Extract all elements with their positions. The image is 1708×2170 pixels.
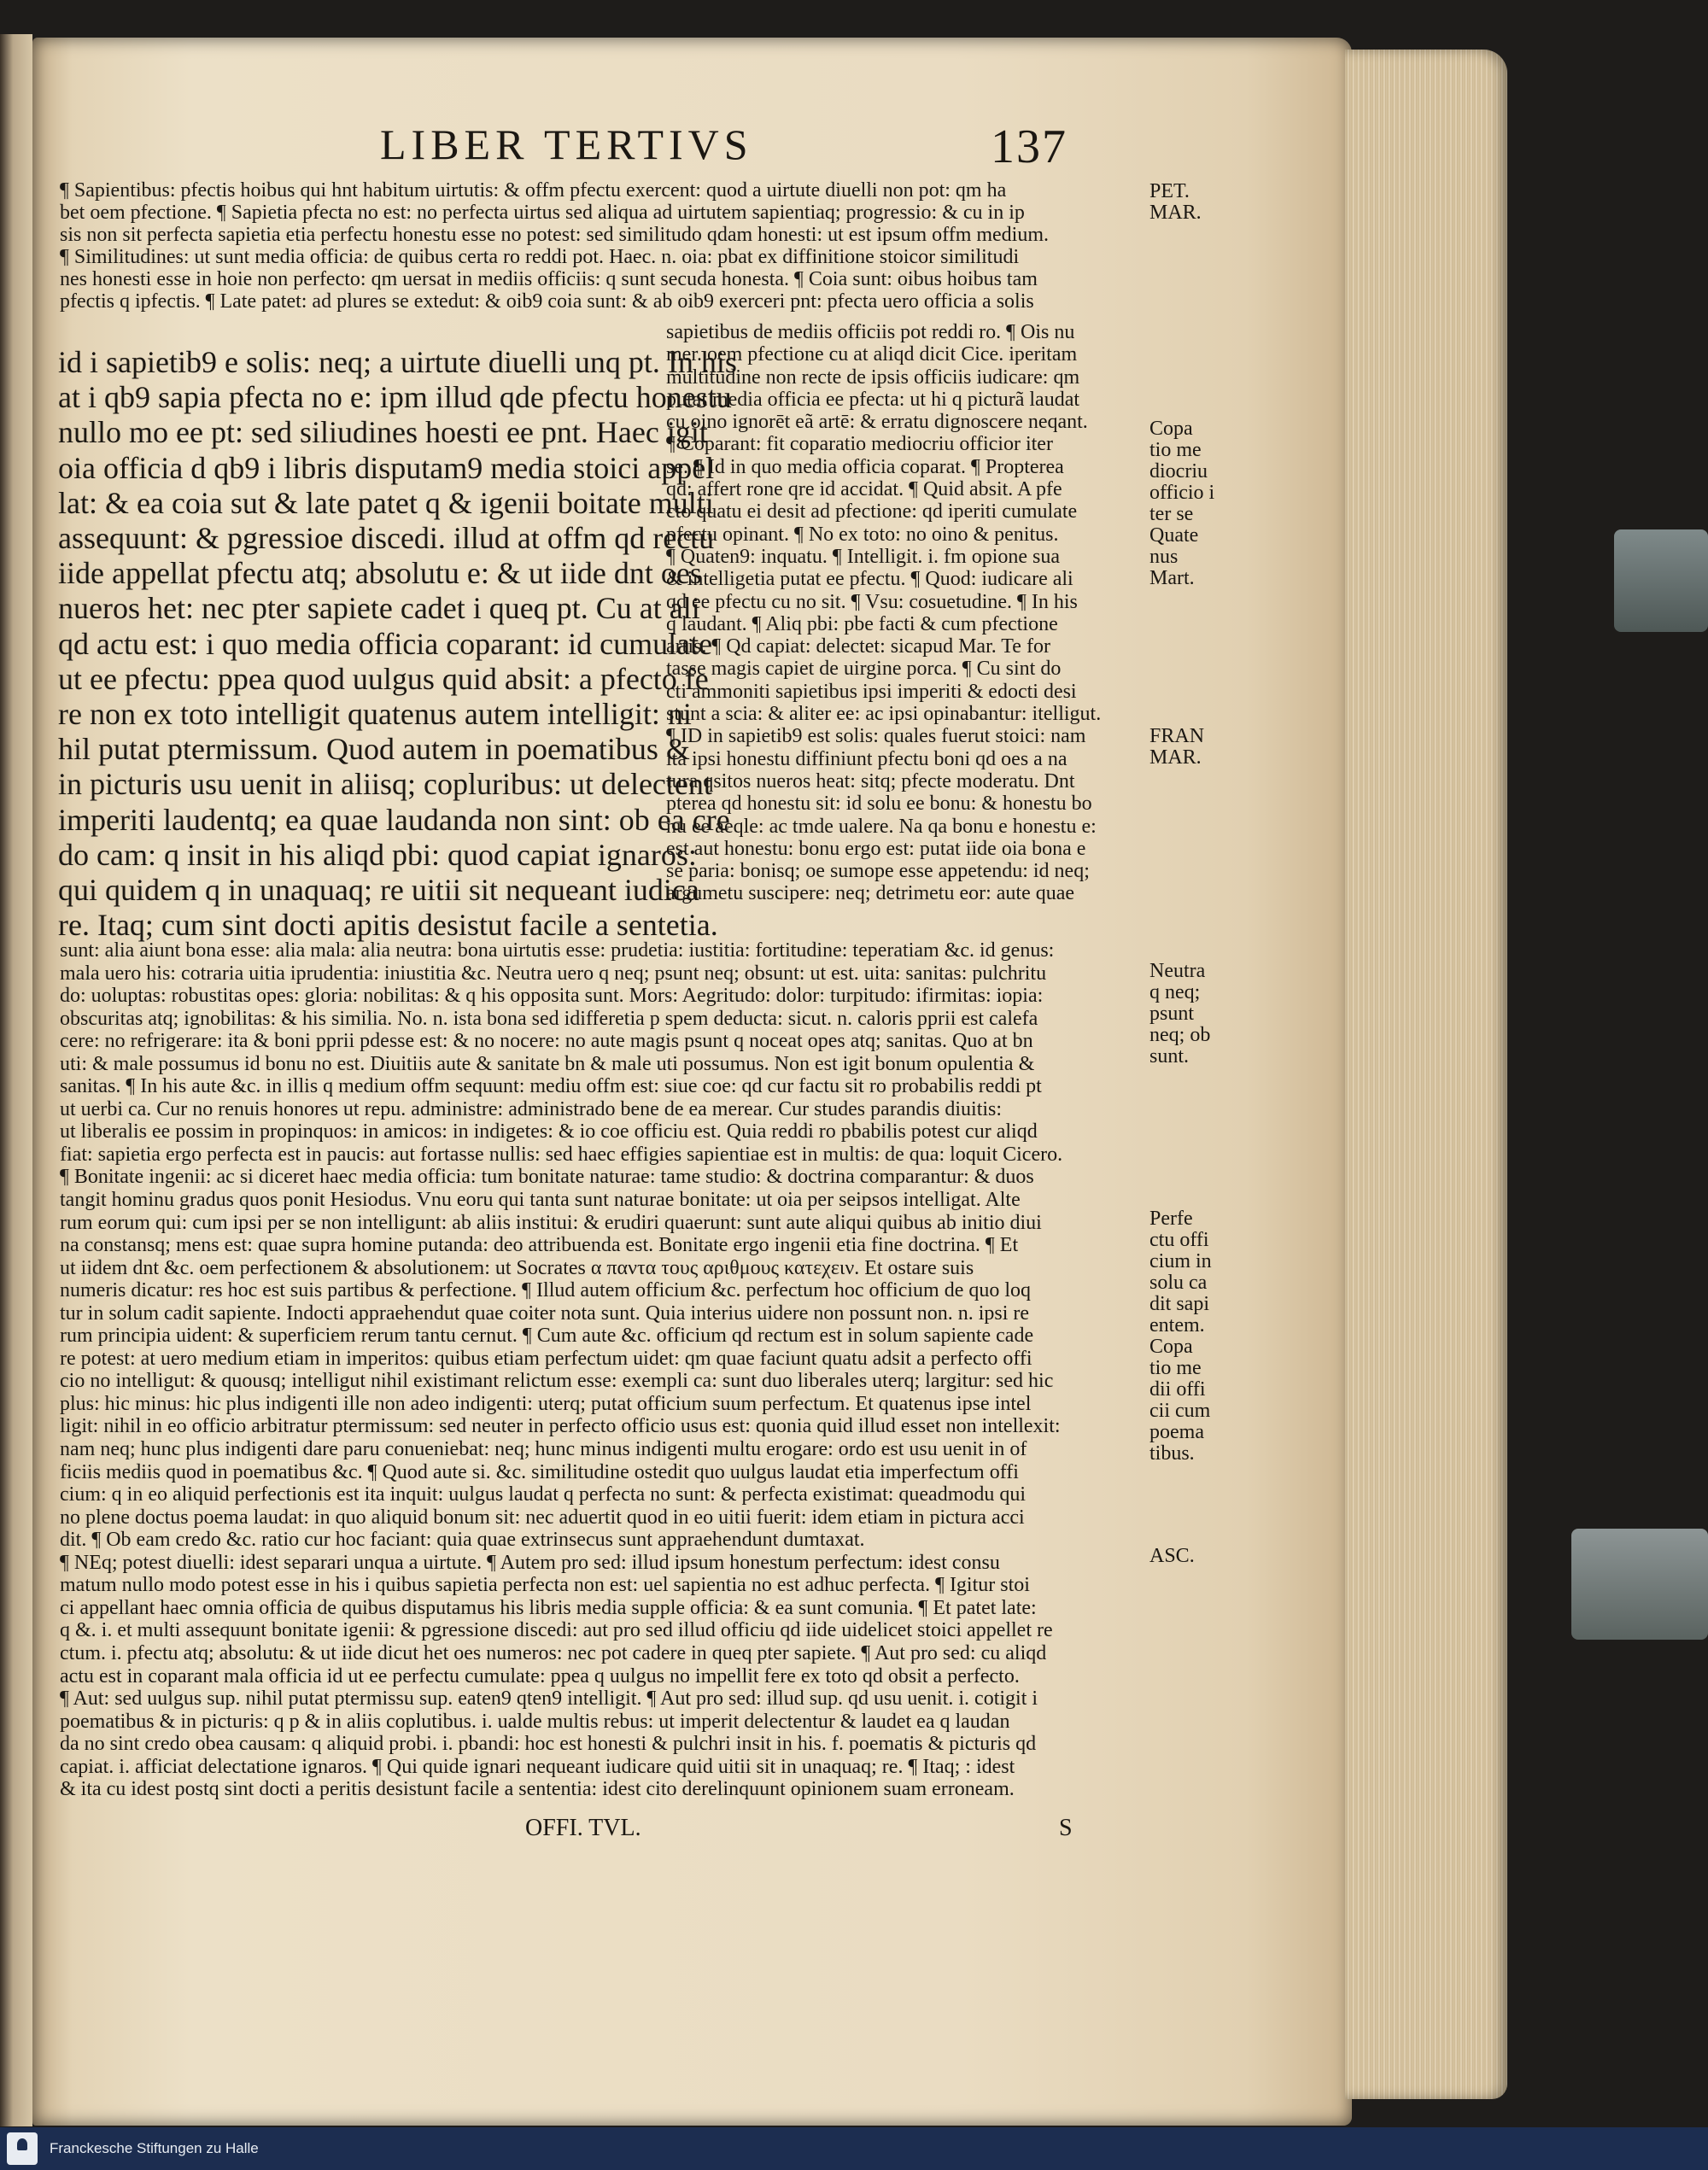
text-line: ficiis mediis quod in poematibus &c. ¶ Quod aute si. &c. similitudine ostedit quo uulgus laudat etia imperfectum offi [60, 1460, 1019, 1483]
text-line: sunt: alia aiunt bona esse: alia mala: alia neutra: bona uirtutis esse: prudetia: iustitia: fortitudine: teperatiam &c. id genus: [60, 939, 1055, 962]
signature-title: OFFI. TVL. [525, 1815, 641, 1841]
text-line: tangit hominu gradus quos ponit Hesiodus. Vnu eoru qui tanta sunt naturae bonitate: ut oia per seipsos intelligat. Alte [60, 1189, 1021, 1212]
text-line: ci appellant haec omnia officia de quibus disputamus his libris media supple officia: & ea sunt comunia. ¶ Et patet late: [60, 1596, 1037, 1619]
text-line: ut uerbi ca. Cur no renuis honores ut repu. administre: administrado bene de ea merear. Cur studes parandis diuitis: [60, 1097, 1003, 1120]
text-line: qd actu est: i quo media officia coparant: id cumulate [58, 626, 713, 661]
text-line: ctum. i. pfectu atq; absolutu: & ut iide dicut het oes numeros: nec pot cadere in queq pter sapiete. ¶ Aut pro sed: cu aliqd [60, 1641, 1047, 1664]
text-line: at i qb9 sapia pfecta no e: ipm illud qde pfectu honestu [58, 380, 732, 415]
text-line: mer. oem pfectione cu at aliqd dicit Cice. iperitam [666, 343, 1078, 366]
lower-clasp [1571, 1529, 1708, 1640]
text-line: ut iidem dnt &c. oem perfectionem & absolutionem: ut Socrates α παντα τους αριθμους κατεχειν. Et ostare suis [60, 1256, 974, 1279]
text-line: sis non sit perfecta sapietia etia perfectu honestu esse no potest: sed similitudo qdam honesti: ut est ipsum offm medium. [60, 224, 1050, 246]
text-line: & intelligetia putat ee pfectu. ¶ Quod: iudicare ali [666, 568, 1073, 591]
text-line: q &. i. et multi assequunt bonitate igenii: & pgressione discedi: aut pro sed illud officiu qd iide uidelicet stoici appellet re [60, 1619, 1053, 1642]
text-line: se paria: bonisq; oe sumope esse appetendu: id neq; [666, 860, 1090, 883]
text-line: in picturis usu uenit in aliisq; copluribus: ut delectent [58, 767, 712, 802]
text-line: ut ee pfectu: ppea quod uulgus quid absit: a pfecto fe [58, 661, 709, 696]
folio-number: 137 [991, 120, 1068, 173]
text-line: nes honesti esse in hoie non perfecto: qm uersat in mediis officiis: q sunt secuda honesta. ¶ Coia sunt: oibus hoibus tam [60, 268, 1038, 290]
text-line: tura qsitos nueros heat: sitq; pfecte moderatu. Dnt [666, 769, 1075, 793]
text-line: nam neq; hunc plus indigenti dare paru conueniebat: neq; hunc minus indigenti multu erogare: ordo est usu uenit in of [60, 1438, 1027, 1461]
text-line: qd: affert rone qre id accidat. ¶ Quid absit. A pfe [666, 478, 1062, 501]
footer-label: Franckesche Stiftungen zu Halle [50, 2140, 259, 2156]
text-line: putat media officia ee pfecta: ut hi q picturã laudat [666, 388, 1080, 411]
text-line: re potest: at uero medium etiam in imperitos: quibus etiam perfectum uidet: qm quae faciunt quatu adsit a perfecto offi [60, 1347, 1032, 1370]
text-line: re non ex toto intelligit quatenus autem intelligit: ni [58, 697, 692, 732]
text-line: hil putat ptermissum. Quod autem in poematibus & [58, 732, 690, 767]
text-line: qui quidem q in unaquaq; re uitii sit nequeant iudica [58, 873, 699, 908]
text-line: ut liberalis ee possim in propinquos: in amicos: in indigetes: & io coe officiu est. Quia reddi ro pbabilis potest cur aliqd [60, 1120, 1038, 1143]
text-line: plus: hic minus: hic plus indigenti ille non adeo indigenti: uterq; putat officium suum perfectum. Et quatenus ipse intel [60, 1392, 1032, 1415]
text-line: cio no intelligut: & quousq; intelligut nihil existimant relictum esse: exempli ca: sunt duo liberales uterq; largitur: sed hic [60, 1370, 1054, 1393]
text-line: ¶ Aut: sed uulgus sup. nihil putat ptermissu sup. eaten9 qten9 intelligit. ¶ Aut pro sed: illud sup. qd usu uenit. i. cotigit i [60, 1687, 1038, 1711]
text-line: dit. ¶ Ob eam credo &c. ratio cur hoc faciant: quia quae extrinsecus sunt appraehendunt dumtaxat. [60, 1529, 865, 1552]
margin-note: Perfe ctu offi cium in solu ca dit sapi entem. Copa tio me dii offi cii cum poema tibus. [1149, 1208, 1212, 1465]
text-line: cium: q in eo aliquid perfectionis est ita inquit: uulgus laudat q perfecta no sunt: & perfecta existimat: queadmodu qui [60, 1483, 1027, 1506]
text-line: fiat: sapietia ergo perfecta est in paucis: aut fortasse nullis: sed haec effigies sapientiae est in multis: de qua: loquit Cicero. [60, 1143, 1063, 1166]
text-line: est aut honestu: bonu ergo est: putat iide oia bona e [666, 837, 1086, 860]
text-line: cu oino ignorēt eã artē: & erratu dignoscere neqant. [666, 411, 1088, 434]
text-line: lat: & ea coia sut & late patet q & igenii boitate multi [58, 485, 714, 520]
text-line: na constansq; mens est: quae supra homine putanda: deo attribuenda est. Bonitate ergo ingenii etia fine doctrina. ¶ Et [60, 1234, 1019, 1257]
text-line: assequunt: & pgressioe discedi. illud at offm qd rectu [58, 521, 715, 556]
margin-note: Copa tio me diocriu officio i ter se Quate nus Mart. [1149, 418, 1215, 589]
footer-bar [0, 2127, 1708, 2170]
text-line: poematibus & in picturis: q p & in aliis coplutibus. i. ualde multis rebus: ut imperit delectentur & laudet ea q laudan [60, 1710, 1010, 1733]
signature-mark: S [1059, 1815, 1073, 1841]
text-line: ¶ Coparant: fit coparatio mediocriu officior iter [666, 433, 1053, 456]
text-line: ¶ Sapientibus: pfectis hoibus qui hnt habitum uirtutis: & offm pfectu exercent: quod a uirtute diuelli non pot: qm ha [60, 179, 1007, 202]
text-line: actu est in coparant mala officia id ut ee perfectu cumulate: ppea q uulgus no impellit fere ex toto qd obsit a perfecto. [60, 1664, 1020, 1687]
text-line: ¶ NEq; potest diuelli: idest separari unqua a uirtute. ¶ Autem pro sed: illud ipsum honestum perfectum: idest consu [60, 1551, 1000, 1574]
text-line: pfectis q ipfectis. ¶ Late patet: ad plures se extedut: & oib9 coia sunt: & ab oib9 exerceri pnt: pfecta uero officia a solis [60, 290, 1034, 313]
text-line: ¶ ID in sapietib9 est solis: quales fuerut stoici: nam [666, 725, 1086, 748]
text-line: nullo mo ee pt: sed siliudines hoesti ee pnt. Haec igit [58, 415, 708, 450]
facing-page-edge [0, 34, 32, 2126]
institution-logo-icon [7, 2132, 38, 2165]
text-line: do cam: q insit in his aliqd pbi: quod capiat ignaros: [58, 837, 697, 872]
text-line: pterea qd honestu sit: id solu ee bonu: & honestu bo [666, 793, 1092, 816]
text-line: capiat. i. afficiat delectatione ignaros. ¶ Qui quide ignari nequeant iudicare quid uitii sit in unaquaq; re. ¶ Itaq; : idest [60, 1755, 1015, 1778]
upper-clasp [1614, 529, 1708, 632]
commentary-right-column [666, 321, 1141, 905]
page-fore-edge [1345, 50, 1507, 2099]
text-line: ¶ Quaten9: inquatu. ¶ Intelligit. i. fm opione sua [666, 545, 1061, 568]
text-line: argumetu suscipere: neq; detrimetu eor: aute quae [666, 882, 1075, 905]
text-line: oia officia d qb9 i libris disputam9 media stoici appel [58, 450, 715, 485]
text-line: nu ee aeqle: ac tmde ualere. Na qa bonu e honestu e: [666, 815, 1097, 838]
text-line: ¶ Similitudines: ut sunt media officia: de quibus certa ro reddi pot. Haec. n. oia: pbat ex diffinitione stoicor similitudi [60, 246, 1020, 268]
text-line: pfectu opinant. ¶ No ex toto: no oino & penitus. [666, 523, 1059, 546]
text-line: ¶ Bonitate ingenii: ac si diceret haec media officia: tum bonitate naturae: tame studio: & doctrina comparantur: & duos [60, 1166, 1034, 1189]
text-line: cere: no refrigerare: ita & boni pprii pdesse est: & no nocere: no aute magis psunt q noceat opes atq; sanitas. Quo at bn [60, 1030, 1033, 1053]
text-line: mala uero his: cotraria uitia iprudentia: iniustitia &c. Neutra uero q neq; psunt neq; obsunt: ut est. uita: sanitas: pulchritu [60, 962, 1047, 985]
text-line: numeris dicatur: res hoc est suis partibus & perfectione. ¶ Illud autem officium &c. perfectum hoc officium de quo loq [60, 1279, 1032, 1302]
text-line: da no sint credo obea causam: q aliquid probi. i. pbandi: hoc est honesti & pulchri insit in his. f. poematis & picturis qd [60, 1733, 1037, 1756]
text-line: sanitas. ¶ In his aute &c. in illis q medium offm sequunt: mediu offm est: siue coe: qd cur factu sit ro probabilis reddi pt [60, 1075, 1042, 1098]
text-line: obscuritas atq; ignobilitas: & his similia. No. n. ista bona sed idifferetia p spem deducta: sicut. n. caloris pprii est calefa [60, 1007, 1038, 1030]
text-line: nueros het: nec pter sapiete cadet i queq pt. Cu at ali [58, 591, 700, 626]
margin-note: ASC. [1149, 1545, 1195, 1567]
text-line: ligit: nihil in eo officio arbitratur ptermissum: sed neuter in perfecto officio usus est: quonia quid illud esset non intellexit: [60, 1415, 1061, 1438]
text-line: stunt a scia: & aliter ee: ac ipsi opinabantur: itelligut. [666, 703, 1102, 726]
text-line: tur in solum cadit sapiente. Indocti appraehendut quae coiter nota sunt. Quia interius uidere non possunt non. n. ipsi re [60, 1301, 1030, 1325]
text-line: uti: & male possumus id bonu no est. Diuitiis aute & sanitate bn & male uti possumus. Non est igit bonum opulentia & [60, 1052, 1035, 1075]
text-line: bet oem pfectione. ¶ Sapietia pfecta no est: no perfecta uirtus sed aliqua ad uirtutem sapientiaq; progressio: & cu in ip [60, 202, 1025, 224]
text-line: sapietibus de mediis officiis pot reddi ro. ¶ Ois nu [666, 321, 1075, 343]
text-line: artis. ¶ Qd capiat: delectet: sicapud Mar. Te for [666, 635, 1050, 658]
commentary-lower [60, 939, 1143, 1801]
text-line: se. ¶ Id in quo media officia coparat. ¶ Propterea [666, 455, 1064, 478]
text-line: no plene doctus poema laudat: in quo aliquid bonum sit: nec aduertit quod in eo uitii fuerit: idem etiam in pictura acci [60, 1506, 1025, 1529]
text-line: rum eorum qui: cum ipsi per se non intelligunt: ab aliis institui: & erudiri quaerunt: sunt aute aliqui quibus ab initio diui [60, 1211, 1042, 1234]
text-line: & ita cu idest postq sint docti a peritis desistunt facile a sententia: idest cito derelinquunt opinionem suam erroneam. [60, 1778, 1015, 1801]
text-line: id i sapietib9 e solis: neq; a uirtute diuelli unq pt. In his [58, 345, 737, 379]
text-line: ita ipsi honestu diffiniunt pfectu boni qd oes a na [666, 747, 1068, 770]
text-line: re. Itaq; cum sint docti apitis desistut facile a sentetia. [58, 908, 718, 943]
margin-note: Neutra q neq; psunt neq; ob sunt. [1149, 960, 1211, 1067]
text-line: cti ammoniti sapietibus ipsi imperiti & edocti desi [666, 680, 1077, 703]
main-text-column [58, 345, 737, 943]
text-line: q laudant. ¶ Aliq pbi: pbe facti & cum pfectione [666, 612, 1058, 635]
text-line: matum nullo modo potest esse in his i quibus sapietia perfecta non est: uel sapientia no est adhuc perfecta. ¶ Igitur stoi [60, 1574, 1030, 1597]
margin-note: PET. MAR. [1149, 180, 1202, 224]
text-line: rum principia uident: & superficiem rerum tantu cernut. ¶ Cum aute &c. officium qd rectum est in solum sapiente cade [60, 1325, 1034, 1348]
text-line: cto quatu ei desit ad pfectione: qd iperiti cumulate [666, 500, 1078, 523]
text-line: imperiti laudentq; ea quae laudanda non sint: ob ea cre [58, 802, 730, 837]
text-line: do: uoluptas: robustitas opes: gloria: nobilitas: & q his opposita sunt. Mors: Aegritudo: dolor: turpitudo: ifirmitas: iopia: [60, 985, 1044, 1008]
text-line: multitudine non recte de ipsis officiis iudicare: qm [666, 366, 1080, 389]
margin-note: FRAN MAR. [1149, 725, 1205, 769]
text-line: qd ee pfectu cu no sit. ¶ Vsu: cosuetudine. ¶ In his [666, 590, 1078, 613]
running-head: LIBER TERTIVS [380, 120, 753, 168]
text-line: tasse magis capiet de uirgine porca. ¶ Cu sint do [666, 658, 1062, 681]
commentary-top [60, 179, 1140, 313]
text-line: iide appellat pfectu atq; absolutu e: & ut iide dnt oes [58, 556, 702, 591]
